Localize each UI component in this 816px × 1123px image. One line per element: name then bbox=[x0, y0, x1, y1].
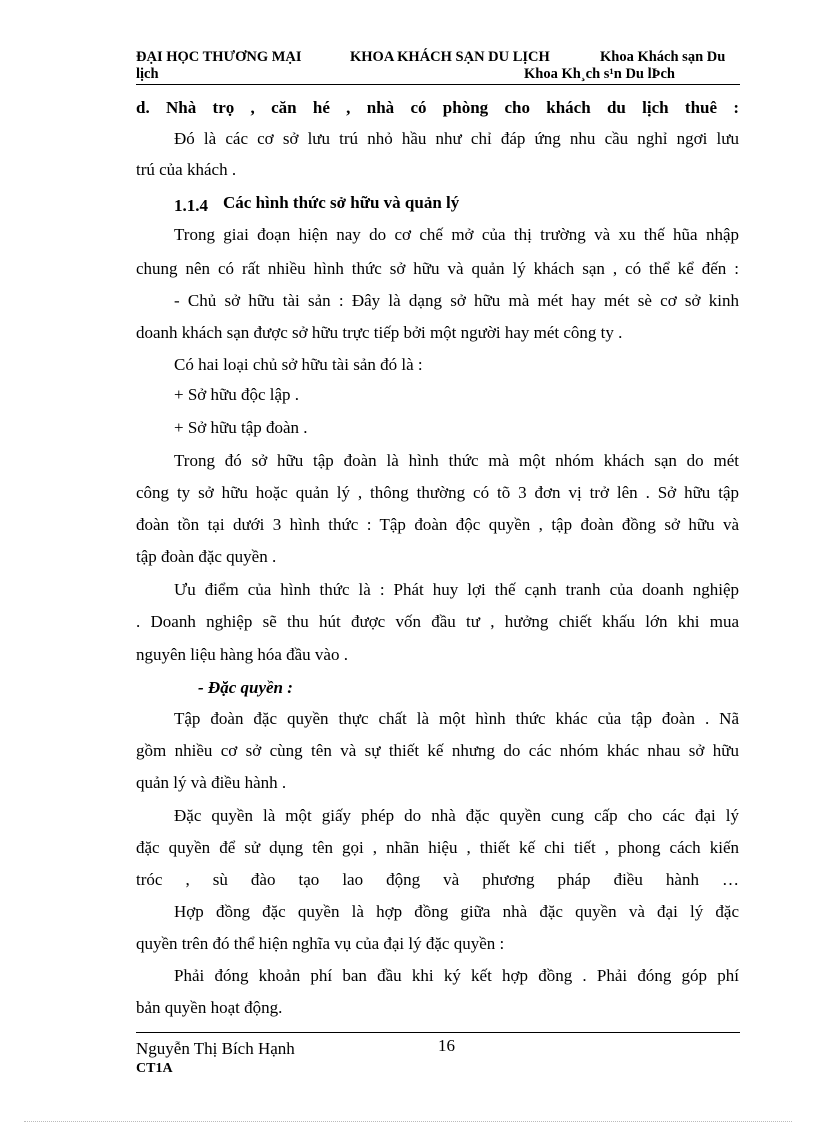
footer-rule bbox=[136, 1032, 740, 1033]
para-7-line-2: công ty sở hữu hoặc quản lý , thông thường có tõ 3 đơn vị trở lên . Sở hữu tập bbox=[136, 483, 739, 502]
para-9-line-1: Tập đoàn đặc quyền thực chất là một hình thức khác của tập đoàn . Nã bbox=[174, 709, 739, 728]
para-3-line-1: - Chủ sở hữu tài sản : Đây là dạng sở hữu mà mét hay mét sè cơ sở kinh bbox=[174, 291, 739, 310]
para-9-line-3: quản lý và điều hành . bbox=[136, 773, 287, 792]
footer-class: CT1A bbox=[136, 1061, 173, 1076]
para-4: Có hai loại chủ sở hữu tài sản đó là : bbox=[174, 355, 423, 374]
para-10-line-1: Đặc quyền là một giấy phép do nhà đặc quyền cung cấp cho các đại lý bbox=[174, 806, 739, 825]
para-12-line-1: Phải đóng khoản phí ban đầu khi ký kết hợp đồng . Phải đóng góp phí bbox=[174, 966, 739, 985]
para-3-line-2: doanh khách sạn được sở hữu trực tiếp bởi một người hay mét công ty . bbox=[136, 323, 623, 342]
section-title: Các hình thức sở hữu và quản lý bbox=[223, 193, 460, 212]
para-1-line-2: trú của khách . bbox=[136, 160, 237, 179]
para-6: + Sở hữu tập đoàn . bbox=[174, 418, 308, 437]
footer-author: Nguyễn Thị Bích Hạnh bbox=[136, 1039, 295, 1058]
para-11-line-2: quyền trên đó thể hiện nghĩa vụ của đại lý đặc quyền : bbox=[136, 934, 505, 953]
header-faculty-alt: Khoa Khách sạn Du bbox=[600, 49, 726, 65]
section-number: 1.1.4 bbox=[174, 196, 208, 215]
heading-d: d. Nhà trọ , căn hé , nhà có phòng cho khách du lịch thuê : bbox=[136, 98, 739, 117]
para-11-line-1: Hợp đồng đặc quyền là hợp đồng giữa nhà đặc quyền và đại lý đặc bbox=[174, 902, 739, 921]
header-rule bbox=[136, 84, 740, 85]
para-8-line-3: nguyên liệu hàng hóa đầu vào . bbox=[136, 645, 348, 664]
para-10-line-2: đặc quyền để sử dụng tên gọi , nhãn hiệu , thiết kế chi tiết , phong cách kiến bbox=[136, 838, 739, 857]
para-5: + Sở hữu độc lập . bbox=[174, 385, 300, 404]
para-2-line-2: chung nên có rất nhiều hình thức sở hữu và quản lý khách sạn , có thể kể đến : bbox=[136, 259, 739, 278]
para-8-line-1: Ưu điểm của hình thức là : Phát huy lợi thế cạnh tranh của doanh nghiệp bbox=[174, 580, 739, 599]
header-faculty-garbled: Khoa Kh¸ch s¹n Du lÞch bbox=[524, 66, 675, 82]
para-12-line-2: bản quyền hoạt động. bbox=[136, 998, 283, 1017]
page-edge bbox=[24, 1121, 792, 1122]
para-8-line-2: . Doanh nghiệp sẽ thu hút được vốn đầu tư , hưởng chiết khấu lớn khi mua bbox=[136, 612, 739, 631]
page-number: 16 bbox=[438, 1036, 455, 1055]
header-university: ĐẠI HỌC THƯƠNG MẠI bbox=[136, 49, 302, 65]
para-1-line-1: Đó là các cơ sở lưu trú nhỏ hầu như chỉ đáp ứng nhu cầu nghỉ ngơi lưu bbox=[174, 129, 739, 148]
para-10-line-3: tróc , sù đào tạo lao động và phương pháp điều hành … bbox=[136, 870, 739, 889]
para-7-line-1: Trong đó sở hữu tập đoàn là hình thức mà một nhóm khách sạn do mét bbox=[174, 451, 739, 470]
header-faculty: KHOA KHÁCH SẠN DU LỊCH bbox=[350, 49, 550, 65]
header-faculty-alt-cont: lịch bbox=[136, 66, 159, 82]
para-9-line-2: gồm nhiều cơ sở cùng tên và sự thiết kế nhưng do các nhóm khác nhau sở hữu bbox=[136, 741, 739, 760]
para-2-line-1: Trong giai đoạn hiện nay do cơ chế mở của thị trường và xu thế hũa nhập bbox=[174, 225, 739, 244]
para-7-line-3: đoàn tồn tại dưới 3 hình thức : Tập đoàn độc quyền , tập đoàn đồng sở hữu và bbox=[136, 515, 739, 534]
para-7-line-4: tập đoàn đặc quyền . bbox=[136, 547, 277, 566]
sub-heading: - Đặc quyền : bbox=[198, 678, 293, 697]
